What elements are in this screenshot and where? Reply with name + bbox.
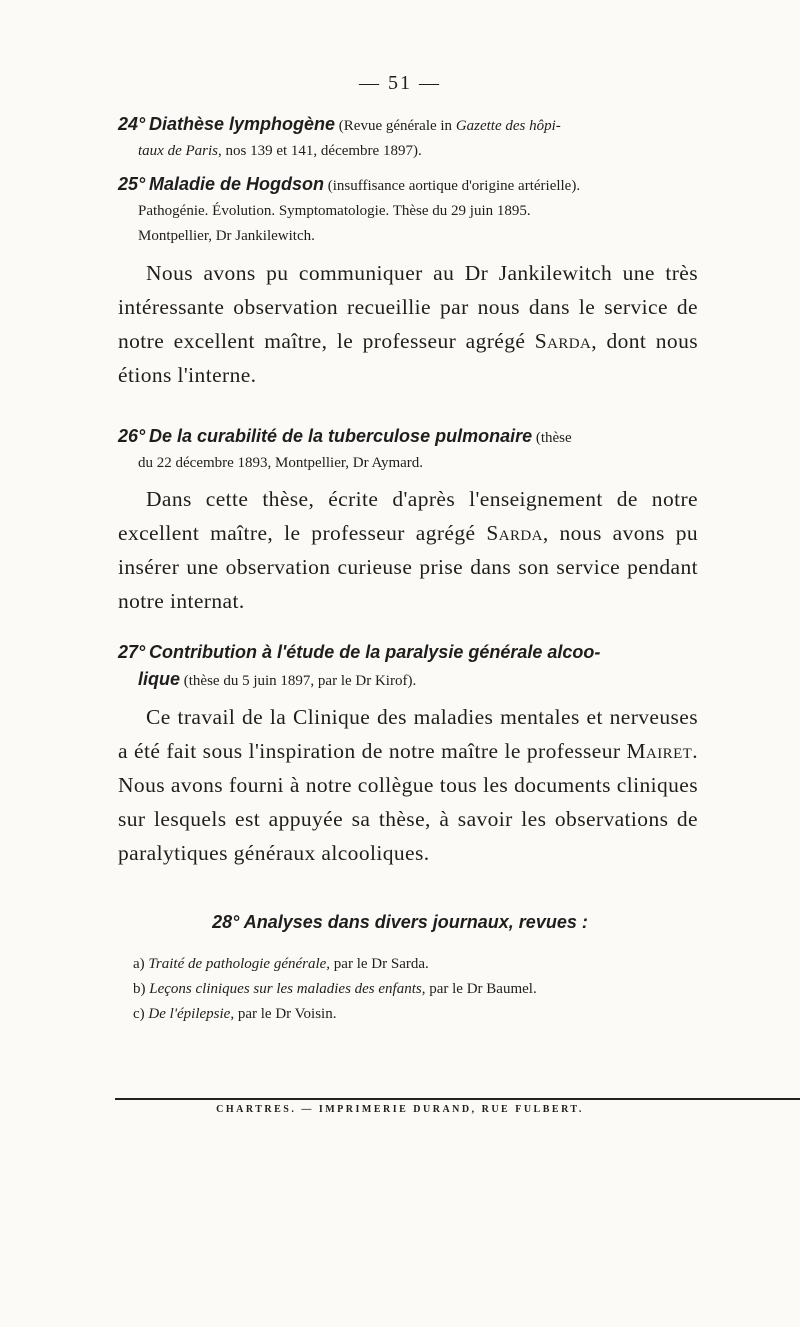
entry-ref-line: Pathogénie. Évolution. Symptomatologie. Thèse du 29 juin 1895. xyxy=(138,203,531,219)
list-item xyxy=(133,1002,733,1027)
journal-title-cont: taux de Paris xyxy=(138,143,218,159)
paragraph-25 xyxy=(118,256,698,392)
entry-ref: (thèse du 5 juin 1897, par le Dr Kirof). xyxy=(180,673,417,689)
entry-number: 27° xyxy=(118,642,146,662)
item-rest: , par le Dr Sarda. xyxy=(326,956,429,972)
item-title: De l'épilepsie xyxy=(148,1006,231,1022)
entry-24 xyxy=(118,112,698,164)
entry-number: 26° xyxy=(118,426,146,446)
entry-ref-line: du 22 décembre 1893, Montpellier, Dr Aymard. xyxy=(138,455,424,471)
para-text: , nous avons pu insérer une observation curieuse prise dans son service pendant notre internat. xyxy=(118,521,698,613)
paragraph-27 xyxy=(118,700,698,870)
item-title: Traité de pathologie générale xyxy=(148,956,327,972)
para-text: . Nous avons fourni à notre collègue tous les documents cliniques sur lesquels est appuyée sa thèse, à savoir les observations de paralytiques généraux alcooliques. xyxy=(118,739,698,865)
entry-ref: (insuffisance aortique d'origine artérielle). xyxy=(324,178,581,194)
para-text: , dont nous étions l'interne. xyxy=(118,329,698,387)
item-rest: , par le Dr Baumel. xyxy=(421,981,537,997)
entry-ref-line: Montpellier, Dr Jankilewitch. xyxy=(138,228,315,244)
item-letter: a) xyxy=(133,956,145,972)
item-title: Leçons cliniques sur les maladies des enfants xyxy=(149,981,422,997)
entry-25 xyxy=(118,172,698,249)
footer-rule xyxy=(115,1098,800,1100)
entry-title: Contribution à l'étude de la paralysie générale alcoo- xyxy=(148,642,601,662)
entry-26 xyxy=(118,424,698,476)
section-28-heading: 28° Analyses dans divers journaux, revues : xyxy=(212,912,588,932)
entry-27 xyxy=(118,640,698,694)
entry-title-cont: lique xyxy=(138,669,181,689)
page-number: — 51 — xyxy=(359,72,441,94)
item-letter: b) xyxy=(133,981,146,997)
author-name: Mairet xyxy=(626,739,693,763)
item-rest: , par le Dr Voisin. xyxy=(230,1006,337,1022)
entry-ref: (Revue générale in xyxy=(335,118,456,134)
entry-number: 25° xyxy=(118,174,146,194)
entry-title: De la curabilité de la tuberculose pulmonaire xyxy=(148,426,533,446)
journal-title: Gazette des hôpi- xyxy=(455,118,561,134)
entry-number: 24° xyxy=(118,114,146,134)
paragraph-26 xyxy=(118,482,698,618)
list-item xyxy=(133,977,733,1002)
entry-title: Diathèse lymphogène xyxy=(148,114,336,134)
author-name: Sarda xyxy=(486,521,543,545)
para-text: Nous avons pu communiquer au Dr Jankilewitch une très intéressante observation recueillie par nous dans le service de notre excellent maître, le professeur agrégé xyxy=(118,261,698,353)
entry-ref-cont: , nos 139 et 141, décembre 1897). xyxy=(218,143,422,159)
para-text: Dans cette thèse, écrite d'après l'enseignement de notre excellent maître, le professeur agrégé xyxy=(118,487,698,545)
author-name: Sarda xyxy=(534,329,592,353)
para-text: Ce travail de la Clinique des maladies mentales et nerveuses a été fait sous l'inspiration de notre maître le professeur xyxy=(118,705,698,763)
printer-footer: CHARTRES. — IMPRIMERIE DURAND, RUE FULBERT. xyxy=(216,1104,584,1115)
entry-ref: (thèse xyxy=(532,430,572,446)
entry-title: Maladie de Hogdson xyxy=(148,174,325,194)
analyses-list xyxy=(133,952,733,1027)
item-letter: c) xyxy=(133,1006,145,1022)
list-item xyxy=(133,952,733,977)
